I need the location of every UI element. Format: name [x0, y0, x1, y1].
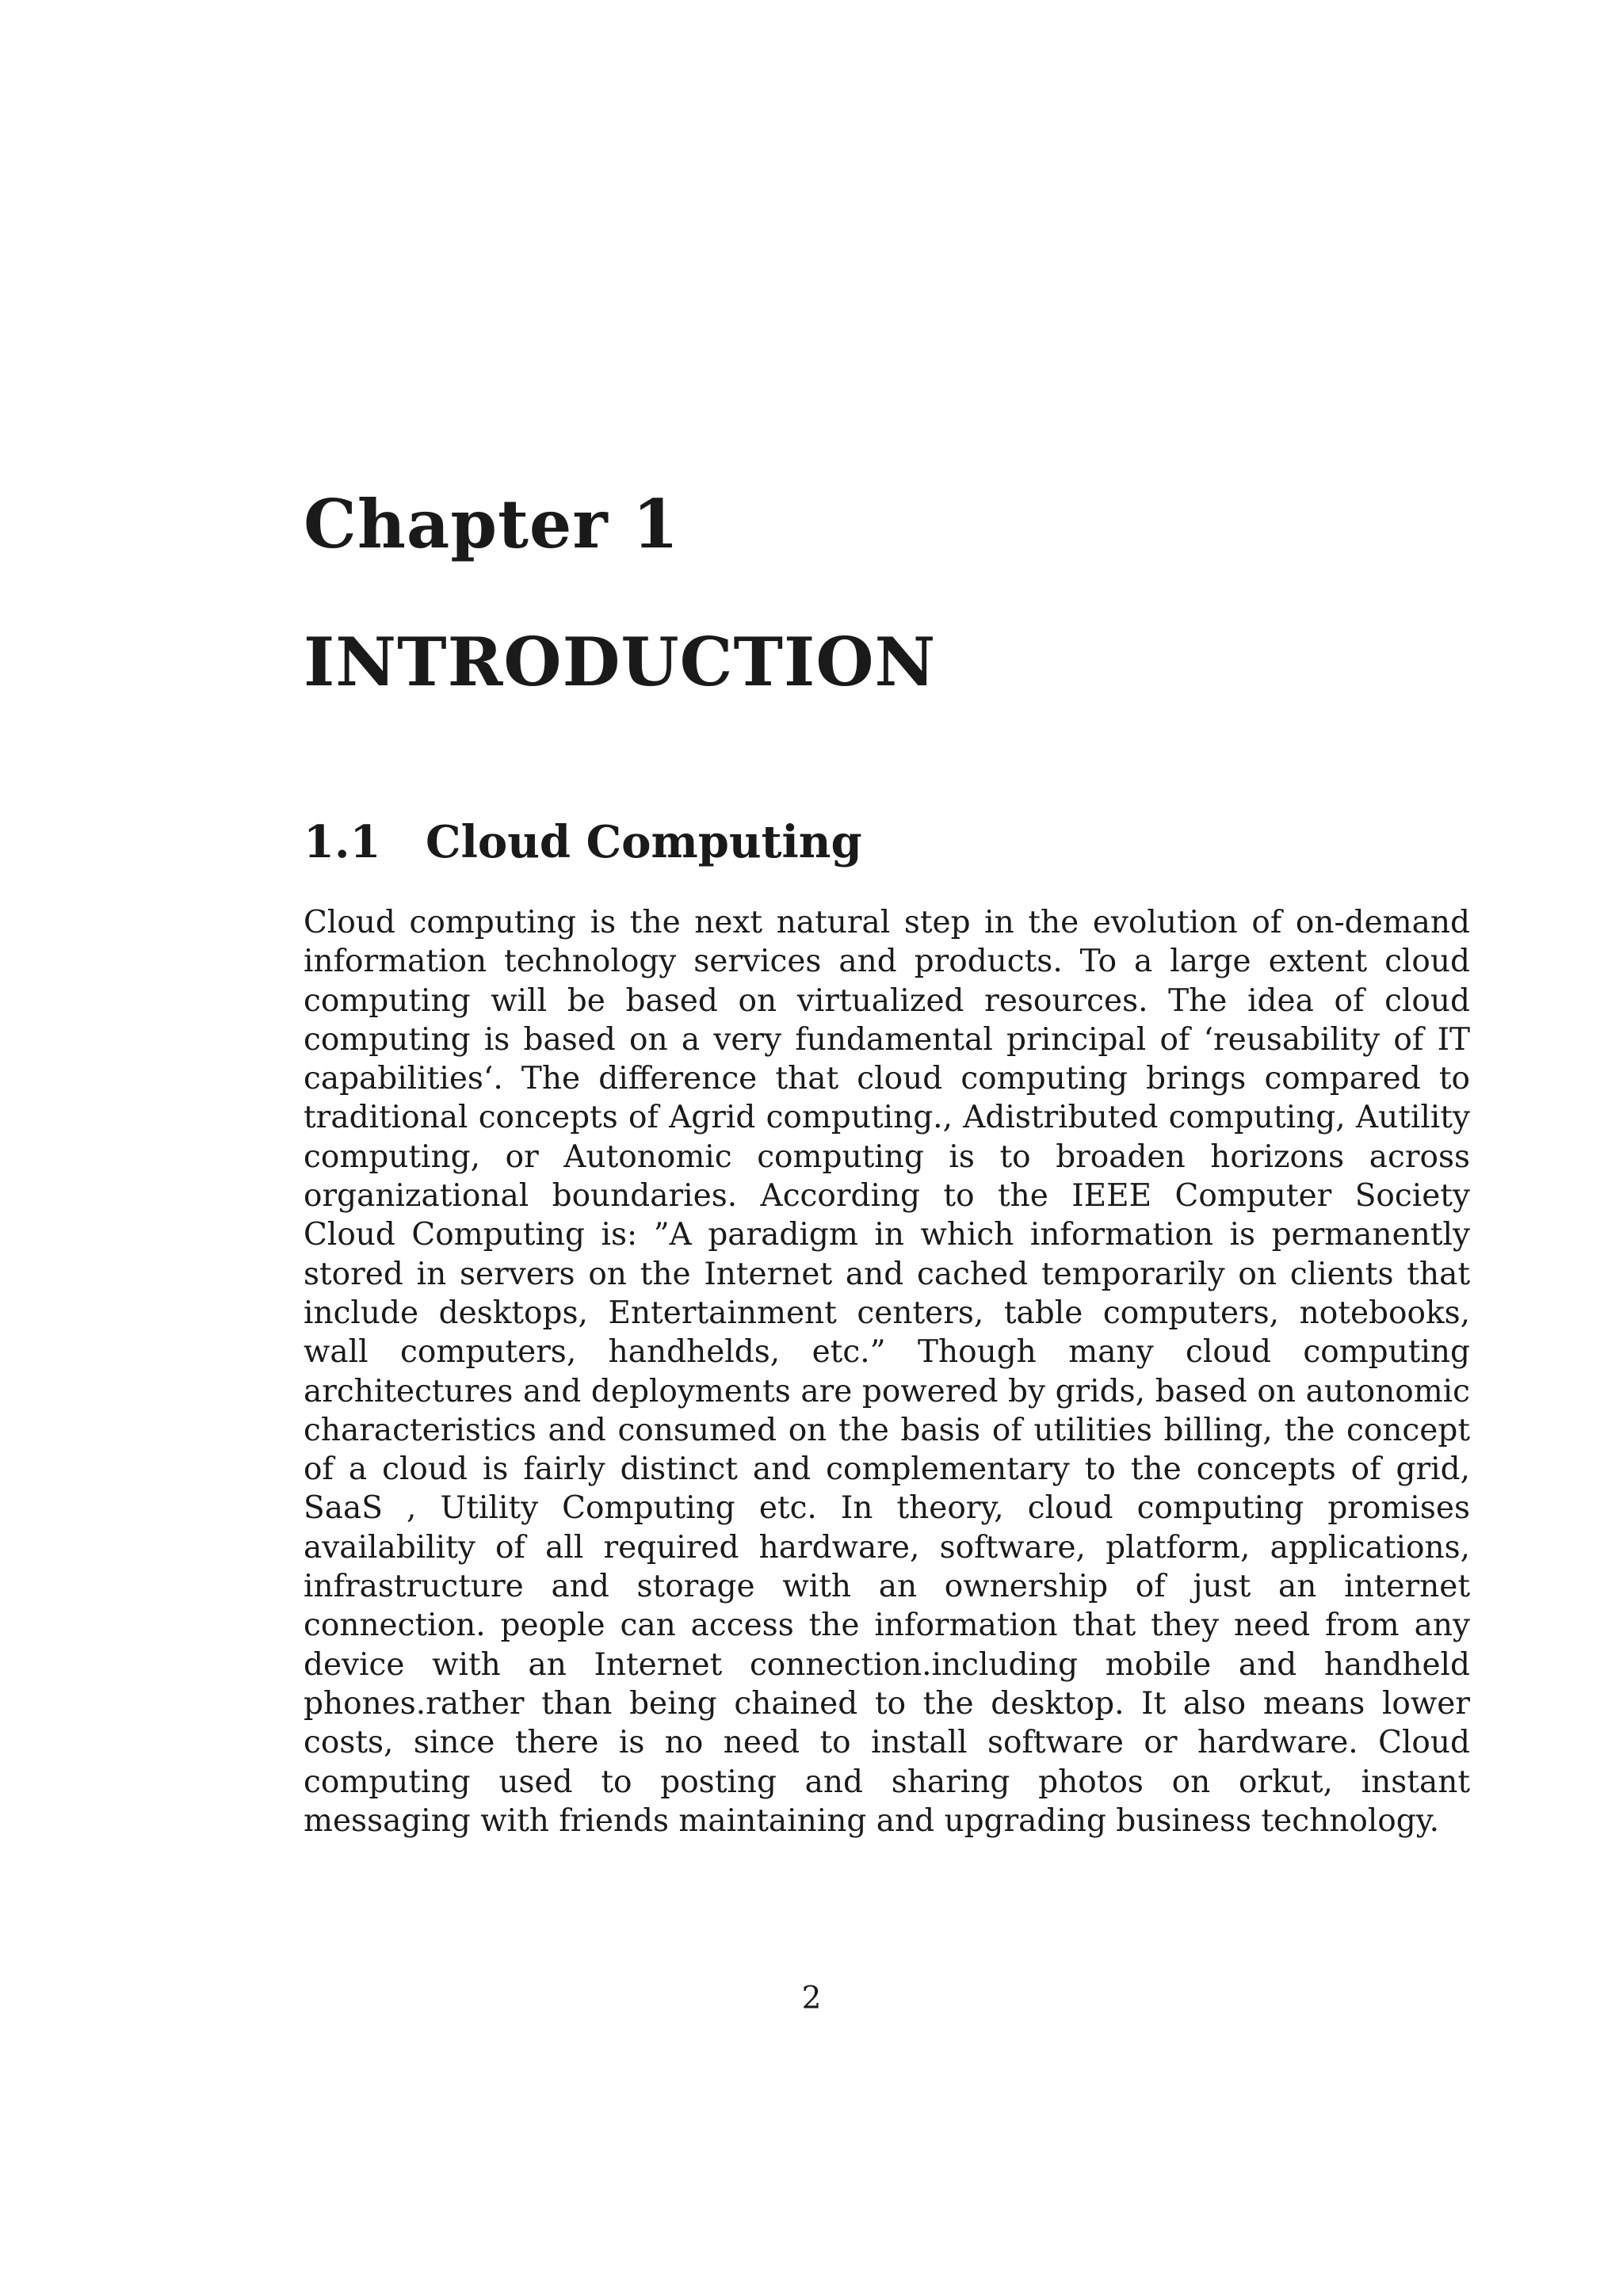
body-paragraph: Cloud computing is the next natural step in the evolution of on-demand information technology services and products. To a large extent cloud computing will be based on virtualized resources. The idea of cloud computing is based on a very fundamental principal of ‘reusability of IT capabilities‘. The difference that cloud computing brings compared to traditional concepts of Agrid computing., Adistributed computing, Autility computing, or Autonomic computing is to broaden horizons across organizational boundaries. According to the IEEE Computer Society Cloud Computing is: ”A paradigm in which information is permanently stored in servers on the Internet and cached temporarily on clients that include desktops, Entertainment centers, table computers, notebooks, wall computers, handhelds, etc.” Though many cloud computing architectures and deployments are powered by grids, based on autonomic characteristics and consumed on the basis of utilities billing, the concept of a cloud is fairly distinct and complementary to the concepts of grid, SaaS , Utility Computing etc. In theory, cloud computing promises availability of all required hardware, software, platform, applications, infrastructure and storage with an ownership of just an internet connection. people can access the information that they need from any device with an Internet connection.including mobile and handheld phones.rather than being chained to the desktop. It also means lower costs, since there is no need to install software or hardware. Cloud computing used to posting and sharing photos on orkut, instant messaging with friends maintaining and upgrading business technology.: [304, 905, 1470, 1839]
chapter-title: INTRODUCTION: [304, 623, 937, 701]
section-heading: [304, 816, 862, 869]
section-title: Cloud Computing: [426, 816, 862, 868]
chapter-label: Chapter 1: [304, 485, 680, 563]
page-number: 2: [801, 1981, 822, 2016]
section-number: 1.1: [304, 816, 381, 868]
